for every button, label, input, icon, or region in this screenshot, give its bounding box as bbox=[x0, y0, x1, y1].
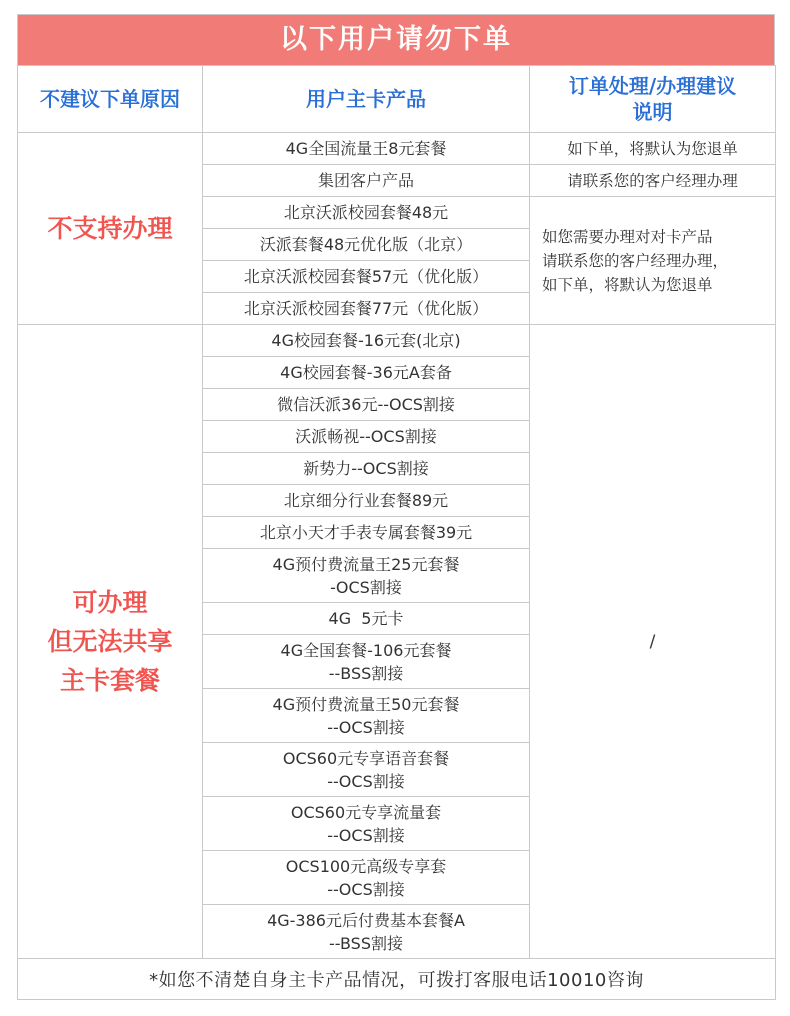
product-cell: 沃派畅视--OCS割接 bbox=[203, 421, 530, 453]
product-line: 4G预付费流量王50元套餐 bbox=[272, 694, 460, 714]
product-cell bbox=[203, 905, 530, 959]
product-line: --BSS割接 bbox=[328, 663, 404, 683]
table-title: 以下用户请勿下单 bbox=[17, 14, 775, 65]
product-cell: 北京沃派校园套餐57元（优化版） bbox=[203, 261, 530, 293]
advice-line: 如下单，将默认为您退单 bbox=[542, 275, 713, 294]
header-advice-line2: 说明 bbox=[632, 100, 673, 124]
product-cell bbox=[203, 689, 530, 743]
footer-row bbox=[18, 959, 776, 1000]
product-line: 4G预付费流量王25元套餐 bbox=[272, 554, 460, 574]
product-cell: 集团客户产品 bbox=[203, 165, 530, 197]
product-line: -OCS割接 bbox=[330, 577, 402, 597]
advice-cell: 请联系您的客户经理办理 bbox=[530, 165, 776, 197]
reason-line: 但无法共享 bbox=[47, 627, 173, 656]
advice-cell: 如下单，将默认为您退单 bbox=[530, 133, 776, 165]
policy-table bbox=[17, 65, 776, 1000]
header-advice bbox=[530, 66, 776, 133]
product-line: 4G-386元后付费基本套餐A bbox=[267, 910, 465, 930]
header-advice-line1: 订单处理/办理建议 bbox=[568, 74, 737, 98]
product-line: OCS60元专享语音套餐 bbox=[282, 748, 450, 768]
product-line: --OCS割接 bbox=[327, 879, 405, 899]
advice-line: 请联系您的客户经理办理， bbox=[542, 251, 729, 270]
reason-line: 主卡套餐 bbox=[59, 666, 160, 695]
reason-line: 可办理 bbox=[72, 588, 148, 617]
reason-not-supported: 不支持办理 bbox=[18, 133, 203, 325]
advice-cell-duicard bbox=[530, 197, 776, 325]
table-row bbox=[18, 325, 776, 357]
reason-cannot-share bbox=[18, 325, 203, 959]
product-cell: 北京沃派校园套餐48元 bbox=[203, 197, 530, 229]
product-cell: 北京细分行业套餐89元 bbox=[203, 485, 530, 517]
product-cell: 北京沃派校园套餐77元（优化版） bbox=[203, 293, 530, 325]
table-row bbox=[18, 133, 776, 165]
product-line: --OCS割接 bbox=[327, 825, 405, 845]
product-line: --OCS割接 bbox=[327, 771, 405, 791]
product-cell: 北京小天才手表专属套餐39元 bbox=[203, 517, 530, 549]
header-product: 用户主卡产品 bbox=[203, 66, 530, 133]
header-reason: 不建议下单原因 bbox=[18, 66, 203, 133]
advice-line: 如您需要办理对对卡产品 bbox=[542, 227, 713, 246]
product-cell bbox=[203, 851, 530, 905]
product-line: OCS100元高级专享套 bbox=[285, 856, 447, 876]
product-line: 4G全国套餐-106元套餐 bbox=[280, 640, 452, 660]
product-line: --OCS割接 bbox=[327, 717, 405, 737]
product-cell bbox=[203, 635, 530, 689]
footer-note: *如您不清楚自身主卡产品情况，可拨打客服电话10010咨询 bbox=[18, 959, 776, 1000]
product-cell: 微信沃派36元--OCS割接 bbox=[203, 389, 530, 421]
product-cell bbox=[203, 743, 530, 797]
product-cell: 沃派套餐48元优化版（北京） bbox=[203, 229, 530, 261]
product-cell: 4G校园套餐-16元套(北京) bbox=[203, 325, 530, 357]
product-cell: 4G全国流量王8元套餐 bbox=[203, 133, 530, 165]
product-line: --BSS割接 bbox=[329, 933, 403, 953]
product-cell bbox=[203, 549, 530, 603]
advice-cell-none: / bbox=[530, 325, 776, 959]
product-cell: 4G校园套餐-36元A套备 bbox=[203, 357, 530, 389]
product-line: OCS60元专享流量套 bbox=[290, 802, 442, 822]
header-row bbox=[18, 66, 776, 133]
product-cell: 新势力--OCS割接 bbox=[203, 453, 530, 485]
product-cell bbox=[203, 797, 530, 851]
product-cell: 4G 5元卡 bbox=[203, 603, 530, 635]
policy-table-container bbox=[17, 14, 775, 1000]
